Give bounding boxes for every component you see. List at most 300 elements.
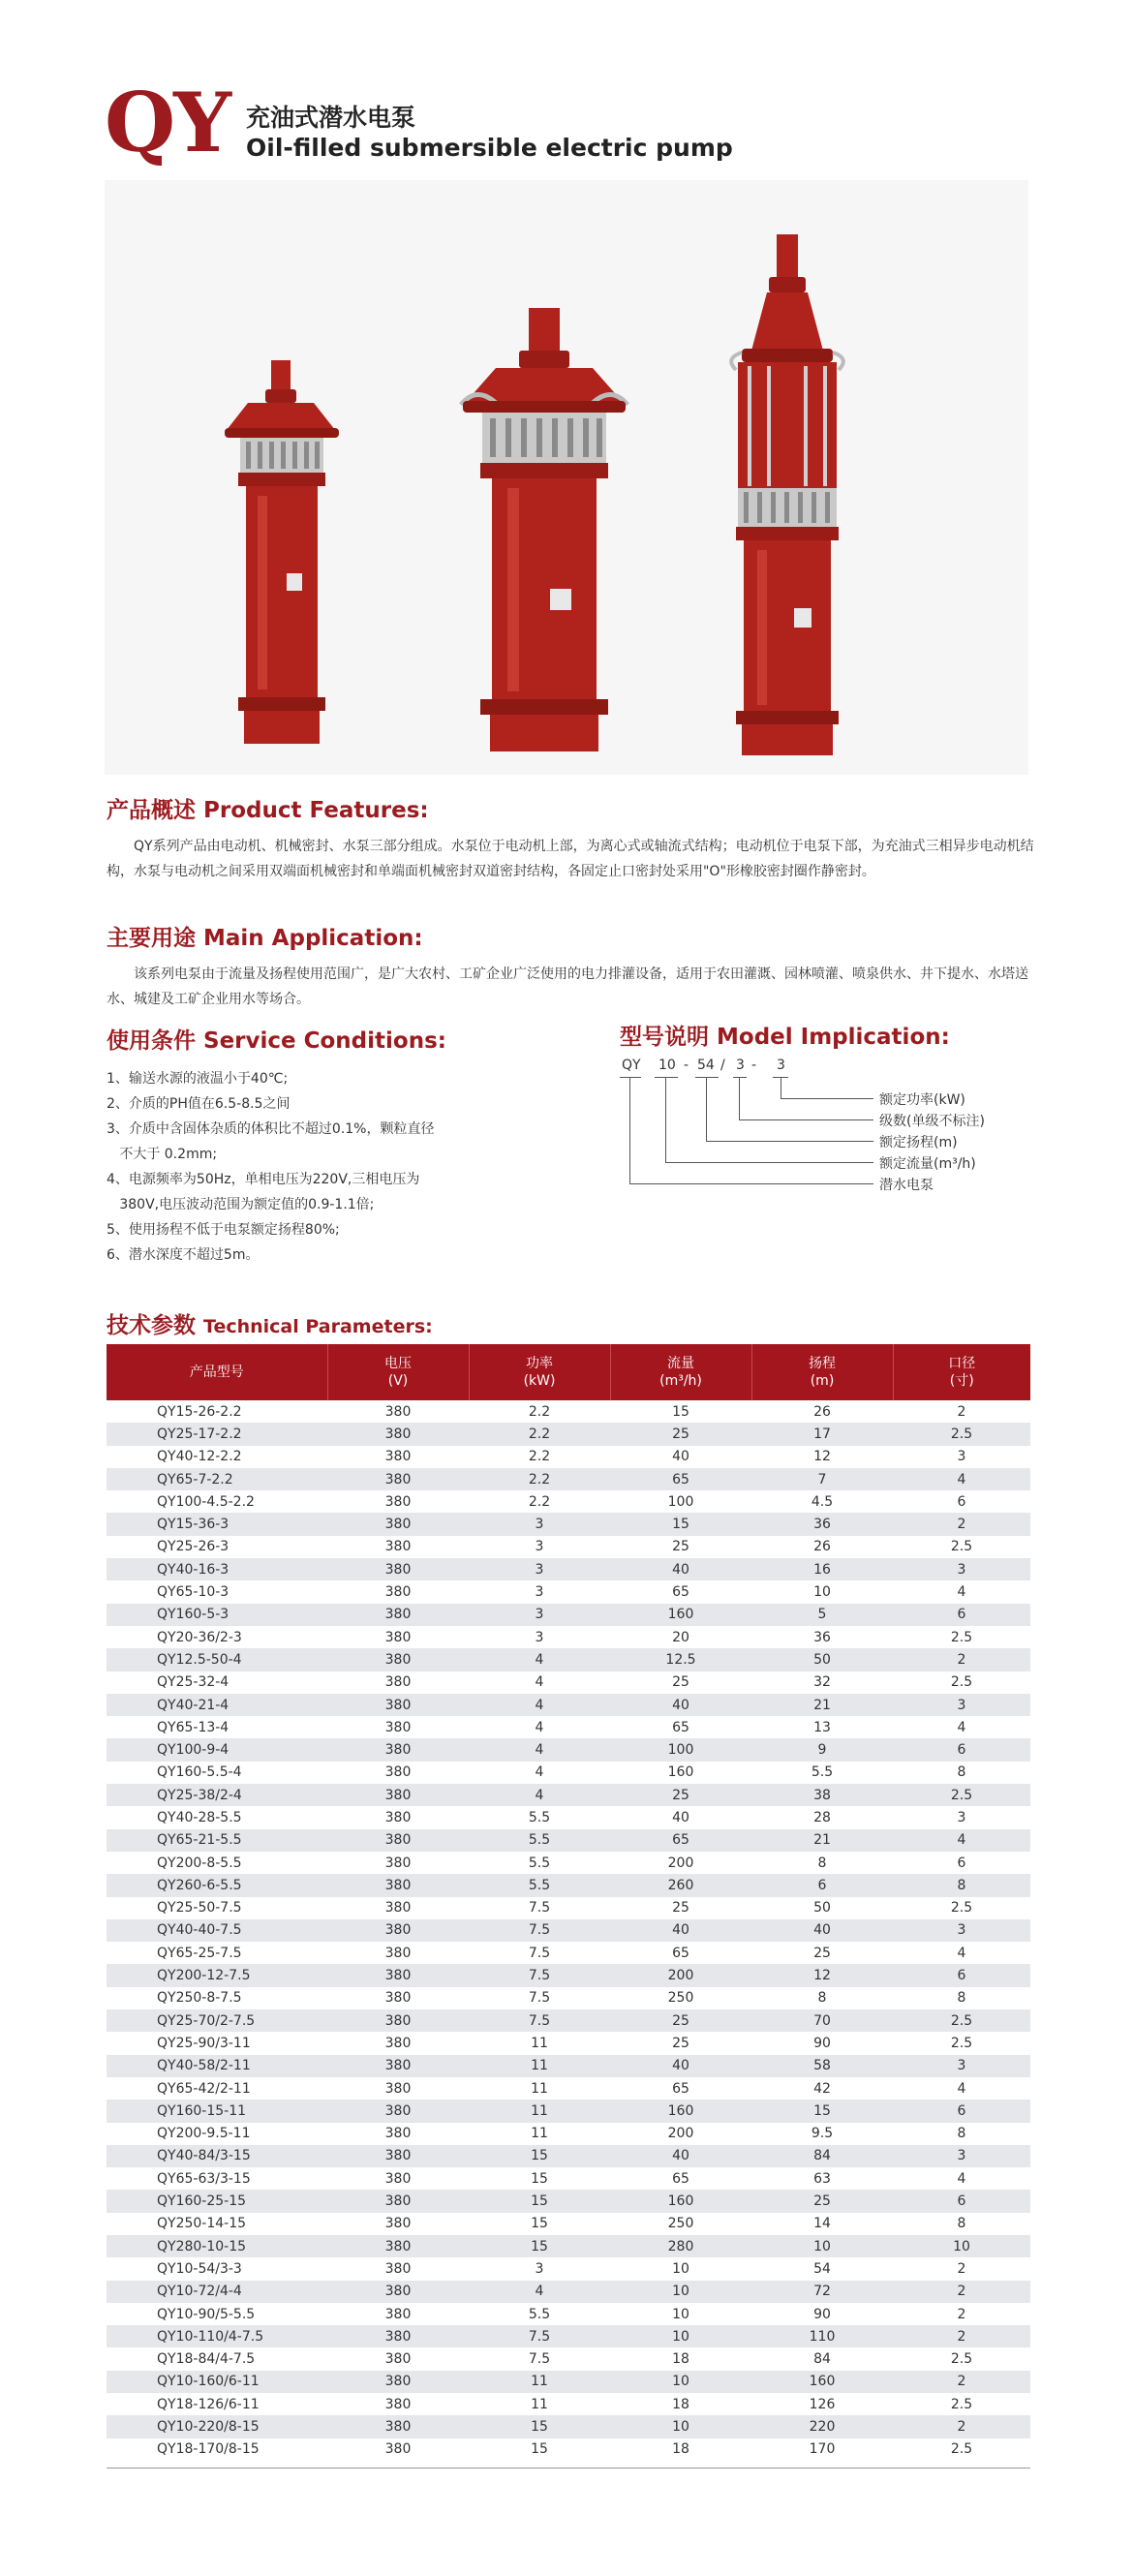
cell-voltage: 380 xyxy=(327,1987,469,2009)
cell-model: QY250-8-7.5 xyxy=(107,1987,327,2009)
condition-item: 2、介质的PH值在6.5-8.5之间 xyxy=(107,1096,291,1112)
cell-head: 84 xyxy=(751,2347,893,2370)
table-row xyxy=(107,1604,1030,1626)
cell-power: 11 xyxy=(469,2123,610,2145)
cell-voltage: 380 xyxy=(327,2123,469,2145)
model-label-stages: 级数(单级不标注) xyxy=(879,1114,985,1129)
cell-power: 5.5 xyxy=(469,1806,610,1828)
cell-model: QY10-220/8-15 xyxy=(107,2415,327,2438)
table-row xyxy=(107,2325,1030,2347)
cell-caliber: 6 xyxy=(893,2190,1030,2212)
table-row xyxy=(107,2281,1030,2303)
cell-power: 4 xyxy=(469,1784,610,1806)
cell-voltage: 380 xyxy=(327,1806,469,1828)
cell-caliber: 2 xyxy=(893,2257,1030,2280)
cell-caliber: 2.5 xyxy=(893,1626,1030,1648)
table-row xyxy=(107,1942,1030,1964)
cell-voltage: 380 xyxy=(327,1897,469,1919)
cell-caliber: 2 xyxy=(893,1513,1030,1535)
cell-flow: 10 xyxy=(610,2325,751,2347)
cell-model: QY25-26-3 xyxy=(107,1536,327,1558)
cell-voltage: 380 xyxy=(327,2190,469,2212)
cell-head: 42 xyxy=(751,2077,893,2100)
product-photo xyxy=(105,180,1028,775)
features-section xyxy=(107,792,1036,884)
cell-head: 12 xyxy=(751,1446,893,1468)
cell-head: 10 xyxy=(751,2235,893,2257)
table-row xyxy=(107,1784,1030,1806)
cell-head: 15 xyxy=(751,2100,893,2122)
cell-flow: 15 xyxy=(610,1513,751,1535)
cell-head: 5.5 xyxy=(751,1762,893,1784)
cell-model: QY200-9.5-11 xyxy=(107,2123,327,2145)
cell-model: QY65-25-7.5 xyxy=(107,1942,327,1964)
cell-model: QY160-5.5-4 xyxy=(107,1762,327,1784)
cell-voltage: 380 xyxy=(327,2257,469,2280)
cell-model: QY65-42/2-11 xyxy=(107,2077,327,2100)
table-row xyxy=(107,1874,1030,1896)
cell-power: 2.2 xyxy=(469,1423,610,1445)
table-row xyxy=(107,2235,1030,2257)
cell-model: QY160-5-3 xyxy=(107,1604,327,1626)
table-row xyxy=(107,2123,1030,2145)
cell-power: 3 xyxy=(469,1536,610,1558)
cell-flow: 40 xyxy=(610,1806,751,1828)
features-title: 产品概述 Product Features: xyxy=(107,798,429,823)
cell-head: 26 xyxy=(751,1536,893,1558)
cell-power: 4 xyxy=(469,1762,610,1784)
model-leader-line xyxy=(629,1077,630,1183)
cell-caliber: 2 xyxy=(893,2303,1030,2325)
cell-voltage: 380 xyxy=(327,1604,469,1626)
model-code-part: - xyxy=(684,1058,689,1073)
cell-caliber: 8 xyxy=(893,2213,1030,2235)
cell-caliber: 8 xyxy=(893,1762,1030,1784)
cell-power: 2.2 xyxy=(469,1468,610,1490)
cell-head: 90 xyxy=(751,2032,893,2054)
table-row xyxy=(107,1513,1030,1535)
cell-head: 126 xyxy=(751,2393,893,2415)
cell-model: QY65-63/3-15 xyxy=(107,2167,327,2190)
cell-voltage: 380 xyxy=(327,2303,469,2325)
cell-power: 4 xyxy=(469,1671,610,1694)
cell-caliber: 6 xyxy=(893,1604,1030,1626)
cell-model: QY160-15-11 xyxy=(107,2100,327,2122)
cell-power: 11 xyxy=(469,2055,610,2077)
cell-voltage: 380 xyxy=(327,2235,469,2257)
cell-caliber: 2 xyxy=(893,1400,1030,1423)
cell-head: 220 xyxy=(751,2415,893,2438)
cell-model: QY10-90/5-5.5 xyxy=(107,2303,327,2325)
cell-power: 15 xyxy=(469,2190,610,2212)
cell-caliber: 2.5 xyxy=(893,2032,1030,2054)
cell-model: QY10-110/4-7.5 xyxy=(107,2325,327,2347)
cell-caliber: 6 xyxy=(893,1738,1030,1761)
table-row xyxy=(107,2077,1030,2100)
table-row xyxy=(107,2257,1030,2280)
cell-model: QY65-7-2.2 xyxy=(107,1468,327,1490)
cell-model: QY40-84/3-15 xyxy=(107,2145,327,2167)
cell-flow: 160 xyxy=(610,1604,751,1626)
cell-caliber: 6 xyxy=(893,2100,1030,2122)
cell-voltage: 380 xyxy=(327,2393,469,2415)
table-row xyxy=(107,1446,1030,1468)
table-row xyxy=(107,1716,1030,1738)
cell-caliber: 3 xyxy=(893,1806,1030,1828)
table-row xyxy=(107,1694,1030,1716)
model-label-pump: 潜水电泵 xyxy=(879,1178,934,1193)
cell-flow: 40 xyxy=(610,1694,751,1716)
cell-voltage: 380 xyxy=(327,1468,469,1490)
cell-voltage: 380 xyxy=(327,1964,469,1986)
cell-power: 7.5 xyxy=(469,2325,610,2347)
cell-head: 54 xyxy=(751,2257,893,2280)
brand-logo: QY xyxy=(105,75,230,170)
cell-voltage: 380 xyxy=(327,2032,469,2054)
condition-item: 1、输送水源的液温小于40℃; xyxy=(107,1071,289,1087)
cell-power: 7.5 xyxy=(469,1942,610,1964)
model-code-part: 10 xyxy=(658,1058,676,1073)
cell-voltage: 380 xyxy=(327,1738,469,1761)
cell-flow: 65 xyxy=(610,1716,751,1738)
cell-model: QY280-10-15 xyxy=(107,2235,327,2257)
cell-model: QY200-12-7.5 xyxy=(107,1964,327,1986)
model-code-part: 3 xyxy=(736,1058,745,1073)
cell-caliber: 2.5 xyxy=(893,1671,1030,1694)
cell-caliber: 8 xyxy=(893,1987,1030,2009)
cell-head: 7 xyxy=(751,1468,893,1490)
cell-power: 4 xyxy=(469,1648,610,1671)
application-section xyxy=(107,920,1036,1012)
cell-flow: 25 xyxy=(610,1784,751,1806)
cell-model: QY25-70/2-7.5 xyxy=(107,2009,327,2032)
cell-model: QY200-8-5.5 xyxy=(107,1852,327,1874)
cell-voltage: 380 xyxy=(327,2167,469,2190)
model-label-flow: 额定流量(m³/h) xyxy=(879,1156,976,1172)
table-row xyxy=(107,1671,1030,1694)
model-leader-line xyxy=(706,1141,873,1142)
cell-flow: 250 xyxy=(610,2213,751,2235)
cell-model: QY100-9-4 xyxy=(107,1738,327,1761)
header-caliber xyxy=(893,1344,1030,1400)
cell-model: QY25-32-4 xyxy=(107,1671,327,1694)
condition-item: 4、电源频率为50Hz，单相电压为220V,三相电压为 xyxy=(107,1172,420,1187)
cell-flow: 160 xyxy=(610,2100,751,2122)
cell-voltage: 380 xyxy=(327,1829,469,1852)
header-label: 口径 xyxy=(948,1356,976,1371)
cell-model: QY25-90/3-11 xyxy=(107,2032,327,2054)
cell-model: QY15-26-2.2 xyxy=(107,1400,327,1423)
table-row xyxy=(107,2438,1030,2461)
table-row xyxy=(107,1806,1030,1828)
cell-model: QY18-126/6-11 xyxy=(107,2393,327,2415)
cell-power: 7.5 xyxy=(469,2009,610,2032)
cell-head: 72 xyxy=(751,2281,893,2303)
model-code-part: - xyxy=(751,1058,757,1073)
cell-power: 2.2 xyxy=(469,1400,610,1423)
cell-power: 2.2 xyxy=(469,1490,610,1513)
cell-head: 8 xyxy=(751,1852,893,1874)
cell-caliber: 2.5 xyxy=(893,1897,1030,1919)
cell-caliber: 2.5 xyxy=(893,1423,1030,1445)
cell-model: QY40-16-3 xyxy=(107,1558,327,1580)
cell-model: QY18-170/8-15 xyxy=(107,2438,327,2461)
table-row xyxy=(107,1829,1030,1852)
cell-voltage: 380 xyxy=(327,1648,469,1671)
pump-medium-image xyxy=(457,308,631,753)
product-title-en: Oil-filled submersible electric pump xyxy=(246,134,733,162)
cell-voltage: 380 xyxy=(327,1446,469,1468)
cell-model: QY10-54/3-3 xyxy=(107,2257,327,2280)
cell-voltage: 380 xyxy=(327,1852,469,1874)
cell-head: 9 xyxy=(751,1738,893,1761)
cell-head: 36 xyxy=(751,1513,893,1535)
cell-flow: 65 xyxy=(610,1942,751,1964)
cell-head: 25 xyxy=(751,2190,893,2212)
cell-flow: 65 xyxy=(610,1468,751,1490)
cell-power: 11 xyxy=(469,2393,610,2415)
cell-flow: 280 xyxy=(610,2235,751,2257)
model-label-head: 额定扬程(m) xyxy=(879,1135,958,1150)
model-leader-line xyxy=(629,1183,873,1184)
header-head xyxy=(751,1344,893,1400)
cell-power: 5.5 xyxy=(469,2303,610,2325)
cell-voltage: 380 xyxy=(327,1580,469,1603)
table-body xyxy=(107,1400,1030,2461)
pump-large-image xyxy=(715,234,860,757)
cell-voltage: 380 xyxy=(327,1490,469,1513)
cell-model: QY250-14-15 xyxy=(107,2213,327,2235)
model-underline xyxy=(733,1077,747,1078)
cell-power: 15 xyxy=(469,2145,610,2167)
application-title: 主要用途 Main Application: xyxy=(107,926,423,951)
cell-model: QY15-36-3 xyxy=(107,1513,327,1535)
table-row xyxy=(107,1626,1030,1648)
model-leader-line xyxy=(739,1119,873,1120)
cell-power: 2.2 xyxy=(469,1446,610,1468)
cell-flow: 40 xyxy=(610,1446,751,1468)
table-row xyxy=(107,2190,1030,2212)
cell-flow: 40 xyxy=(610,2145,751,2167)
cell-head: 17 xyxy=(751,1423,893,1445)
cell-voltage: 380 xyxy=(327,2415,469,2438)
cell-head: 13 xyxy=(751,1716,893,1738)
model-leader-line xyxy=(739,1077,740,1119)
conditions-title: 使用条件 Service Conditions: xyxy=(107,1028,446,1054)
model-label-power: 额定功率(kW) xyxy=(879,1092,965,1108)
cell-flow: 100 xyxy=(610,1738,751,1761)
cell-model: QY260-6-5.5 xyxy=(107,1874,327,1896)
model-leader-line xyxy=(665,1077,666,1162)
cell-flow: 160 xyxy=(610,1762,751,1784)
cell-power: 11 xyxy=(469,2032,610,2054)
table-row xyxy=(107,2145,1030,2167)
cell-caliber: 4 xyxy=(893,2077,1030,2100)
table-row xyxy=(107,1897,1030,1919)
cell-flow: 10 xyxy=(610,2303,751,2325)
cell-flow: 10 xyxy=(610,2257,751,2280)
table-row xyxy=(107,2032,1030,2054)
cell-caliber: 2 xyxy=(893,1648,1030,1671)
cell-model: QY25-50-7.5 xyxy=(107,1897,327,1919)
cell-head: 25 xyxy=(751,1942,893,1964)
cell-voltage: 380 xyxy=(327,2077,469,2100)
cell-power: 3 xyxy=(469,1513,610,1535)
cell-voltage: 380 xyxy=(327,2371,469,2393)
table-row xyxy=(107,1536,1030,1558)
cell-caliber: 2 xyxy=(893,2325,1030,2347)
header-label: 功率 xyxy=(526,1356,553,1371)
cell-head: 50 xyxy=(751,1897,893,1919)
table-row xyxy=(107,2213,1030,2235)
model-title: 型号说明 Model Implication: xyxy=(620,1025,950,1050)
cell-model: QY65-10-3 xyxy=(107,1580,327,1603)
cell-caliber: 2 xyxy=(893,2415,1030,2438)
table-row xyxy=(107,1558,1030,1580)
table-row xyxy=(107,1580,1030,1603)
cell-head: 70 xyxy=(751,2009,893,2032)
cell-voltage: 380 xyxy=(327,1919,469,1942)
cell-flow: 40 xyxy=(610,1558,751,1580)
cell-flow: 25 xyxy=(610,2032,751,2054)
header-label: 扬程 xyxy=(809,1356,836,1371)
cell-power: 3 xyxy=(469,1580,610,1603)
table-row xyxy=(107,2371,1030,2393)
cell-flow: 10 xyxy=(610,2415,751,2438)
cell-voltage: 380 xyxy=(327,1874,469,1896)
cell-head: 6 xyxy=(751,1874,893,1896)
cell-head: 40 xyxy=(751,1919,893,1942)
cell-voltage: 380 xyxy=(327,2281,469,2303)
cell-head: 170 xyxy=(751,2438,893,2461)
cell-power: 3 xyxy=(469,1558,610,1580)
cell-caliber: 3 xyxy=(893,2055,1030,2077)
parameters-table xyxy=(107,1344,1030,2461)
cell-flow: 65 xyxy=(610,2077,751,2100)
model-implication xyxy=(620,1019,1065,1242)
cell-flow: 65 xyxy=(610,1829,751,1852)
cell-flow: 25 xyxy=(610,1671,751,1694)
cell-power: 11 xyxy=(469,2100,610,2122)
cell-head: 58 xyxy=(751,2055,893,2077)
header-unit: (m) xyxy=(810,1373,835,1389)
tech-params-title xyxy=(107,1307,433,1339)
cell-head: 21 xyxy=(751,1829,893,1852)
cell-caliber: 2.5 xyxy=(893,1536,1030,1558)
cell-caliber: 2.5 xyxy=(893,2438,1030,2461)
cell-flow: 160 xyxy=(610,2190,751,2212)
cell-voltage: 380 xyxy=(327,1716,469,1738)
model-code-part: QY xyxy=(622,1058,641,1073)
cell-model: QY40-28-5.5 xyxy=(107,1806,327,1828)
cell-voltage: 380 xyxy=(327,2438,469,2461)
cell-model: QY160-25-15 xyxy=(107,2190,327,2212)
cell-head: 14 xyxy=(751,2213,893,2235)
cell-flow: 65 xyxy=(610,2167,751,2190)
cell-flow: 40 xyxy=(610,2055,751,2077)
cell-power: 5.5 xyxy=(469,1829,610,1852)
table-row xyxy=(107,2167,1030,2190)
cell-head: 8 xyxy=(751,1987,893,2009)
model-leader-line xyxy=(706,1077,707,1141)
cell-power: 4 xyxy=(469,1694,610,1716)
cell-voltage: 380 xyxy=(327,1671,469,1694)
table-bottom-rule xyxy=(107,2468,1030,2469)
header-model xyxy=(107,1344,327,1400)
cell-caliber: 3 xyxy=(893,1919,1030,1942)
table-row xyxy=(107,2055,1030,2077)
cell-power: 15 xyxy=(469,2235,610,2257)
table-row xyxy=(107,2009,1030,2032)
cell-model: QY18-84/4-7.5 xyxy=(107,2347,327,2370)
header-unit: (kW) xyxy=(523,1373,556,1389)
cell-flow: 200 xyxy=(610,1964,751,1986)
cell-caliber: 4 xyxy=(893,1580,1030,1603)
cell-voltage: 380 xyxy=(327,2213,469,2235)
cell-voltage: 380 xyxy=(327,1536,469,1558)
cell-head: 28 xyxy=(751,1806,893,1828)
cell-caliber: 8 xyxy=(893,2123,1030,2145)
cell-caliber: 4 xyxy=(893,2167,1030,2190)
table-row xyxy=(107,1648,1030,1671)
condition-item: 3、介质中含固体杂质的体积比不超过0.1%，颗粒直径 xyxy=(107,1121,435,1137)
cell-model: QY25-17-2.2 xyxy=(107,1423,327,1445)
table-row xyxy=(107,1762,1030,1784)
product-title-cn: 充油式潜水电泵 xyxy=(246,104,416,132)
cell-caliber: 6 xyxy=(893,1490,1030,1513)
model-underline xyxy=(695,1077,719,1078)
cell-model: QY40-12-2.2 xyxy=(107,1446,327,1468)
cell-caliber: 8 xyxy=(893,1874,1030,1896)
cell-flow: 18 xyxy=(610,2347,751,2370)
cell-head: 63 xyxy=(751,2167,893,2190)
cell-power: 3 xyxy=(469,1626,610,1648)
pump-small-image xyxy=(219,360,345,748)
cell-head: 10 xyxy=(751,1580,893,1603)
cell-power: 15 xyxy=(469,2415,610,2438)
cell-voltage: 380 xyxy=(327,1513,469,1535)
features-text: QY系列产品由电动机、机械密封、水泵三部分组成。水泵位于电动机上部，为离心式或轴流式结构；电动机位于电泵下部，为充油式三相异步电动机结构，水泵与电动机之间采用双端面机械密封和单端面机械密封双道密封结构，各固定止口密封处采用"O"形橡胶密封圈作静密封。 xyxy=(107,839,1034,879)
cell-head: 36 xyxy=(751,1626,893,1648)
header-label: 流量 xyxy=(667,1356,694,1371)
table-row xyxy=(107,1400,1030,1423)
cell-caliber: 3 xyxy=(893,1558,1030,1580)
condition-item: 380V,电压波动范围为额定值的0.9-1.1倍; xyxy=(107,1197,375,1212)
cell-voltage: 380 xyxy=(327,2100,469,2122)
cell-power: 15 xyxy=(469,2438,610,2461)
cell-flow: 200 xyxy=(610,1852,751,1874)
cell-voltage: 380 xyxy=(327,2055,469,2077)
cell-caliber: 10 xyxy=(893,2235,1030,2257)
cell-power: 11 xyxy=(469,2077,610,2100)
table-row xyxy=(107,2415,1030,2438)
cell-flow: 25 xyxy=(610,1536,751,1558)
cell-power: 3 xyxy=(469,2257,610,2280)
cell-power: 15 xyxy=(469,2167,610,2190)
cell-head: 38 xyxy=(751,1784,893,1806)
cell-caliber: 2.5 xyxy=(893,1784,1030,1806)
cell-model: QY25-38/2-4 xyxy=(107,1784,327,1806)
cell-voltage: 380 xyxy=(327,1694,469,1716)
cell-voltage: 380 xyxy=(327,1762,469,1784)
cell-flow: 10 xyxy=(610,2281,751,2303)
cell-caliber: 4 xyxy=(893,1468,1030,1490)
conditions-section xyxy=(107,1023,571,1268)
cell-model: QY65-13-4 xyxy=(107,1716,327,1738)
model-code-part: 3 xyxy=(777,1058,785,1073)
header-unit: (V) xyxy=(387,1373,409,1389)
conditions-list xyxy=(107,1066,571,1268)
